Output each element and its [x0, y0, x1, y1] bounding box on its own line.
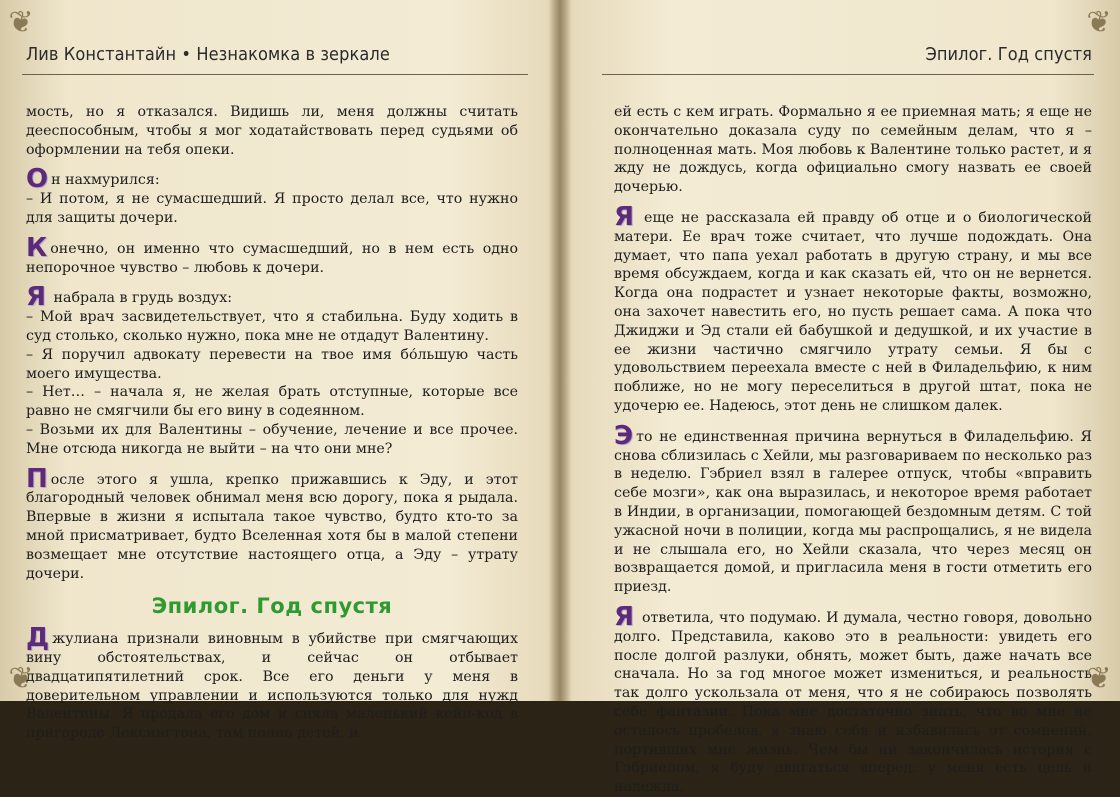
book-spine	[548, 0, 572, 701]
corner-ornament-icon: ❦	[1086, 661, 1112, 696]
left-page-text	[26, 103, 518, 743]
right-page	[572, 0, 1120, 796]
paragraph: – Нет… – начала я, не желая брать отступные, которые все равно не смягчили бы его вину в содеянном.	[26, 384, 518, 420]
paragraph: – Мой врач засвидетельствует, что я стабильна. Буду ходить в суд столько, сколько нужно, пока мне не отдадут Валентину.	[26, 309, 518, 344]
paragraph: – И потом, я не сумасшедший. Я просто делал все, что нужно для защиты дочери.	[26, 191, 518, 226]
drop-cap: К	[26, 232, 48, 263]
running-header-right: Эпилог. Год спустя	[925, 44, 1092, 65]
paragraph: После этого я ушла, крепко прижавшись к Эду, и этот благородный человек обнимал меня всю дорогу, пока я рыдала. Впервые в жизни я испытала такое чувство, будто кто-то за мной присматривает, будто Вселенная хотя бы в малой степени возмещает мне отсутствие настоящего отца, а Эду – утрату дочери.	[26, 463, 518, 582]
header-rule	[602, 74, 1094, 75]
paragraph: – Я поручил адвокату перевести на твое имя бо́льшую часть моего имущества.	[26, 346, 518, 382]
drop-cap: П	[26, 463, 48, 494]
left-page	[0, 0, 548, 742]
paragraph: – Возьми их для Валентины – обучение, лечение и все прочее. Мне отсюда никогда не выйти – на что они мне?	[26, 421, 518, 457]
drop-cap: Я	[26, 282, 47, 313]
paragraph: Я набрала в грудь воздух:	[26, 282, 232, 313]
drop-cap: Э	[614, 420, 634, 451]
paragraph: Я еще не рассказала ей правду об отце и о биологической матери. Ее врач тоже считает, что лучше подождать. Она думает, что папа уехал работать в другую страну, и мы все время обсуждаем, когда и как сказать ей, что он не вернется. Когда она подрастет и узнает некоторые факты, возможно, она захочет навестить его, но пусть решает сама. А пока что Джиджи и Эд стали ей бабушкой и дедушкой, и их участие в ее жизни частично смягчило утрату семьи. Я бы с удовольствием переехала вместе с ней в Филадельфию, к ним поближе, но не могу переселиться в другой штат, пока не удочерю ее. Надеюсь, этот день не слишком далек.	[614, 201, 1092, 414]
corner-ornament-icon: ❦	[8, 661, 34, 696]
header-rule	[22, 74, 528, 75]
drop-cap: Д	[26, 623, 50, 654]
corner-ornament-icon: ❦	[1086, 5, 1112, 40]
paragraph: Это не единственная причина вернуться в Филадельфию. Я снова сблизилась с Хейли, мы разговариваем по несколько раз в неделю. Гэбриел взял в галерее отпуск, чтобы «вправить себе мозги», как она выразилась, и некоторое время работает в Индии, в организации, помогающей бездомным детям. С той ужасной ночи в полиции, когда мы распрощались, я не видела и не слышала его, но Хейли сказала, что через месяц он возвращается домой, и пригласила меня в гости отметить его приезд.	[614, 420, 1092, 596]
paragraph: Он нахмурился:	[26, 164, 160, 195]
paragraph: Джулиана признали виновным в убийстве при смягчающих вину обстоятельствах, и сейчас он отбывает двадцатипятилетний срок. Все его деньги у меня в доверительном управлении и используются только для нужд Валентины. Я продала его дом и сняла маленький кейп-код в пригороде Лексингтона, там полно детей, и	[26, 623, 518, 742]
paragraph: мость, но я отказался. Видишь ли, меня должны считать дееспособным, чтобы я мог ходатайствовать перед судьями об оформлении на тебя опеки.	[26, 104, 518, 158]
drop-cap: О	[26, 164, 49, 195]
drop-cap: Я	[614, 601, 635, 632]
right-page-text	[614, 103, 1092, 797]
corner-ornament-icon: ❦	[8, 5, 34, 40]
running-header-left: Лив Константайн • Незнакомка в зеркале	[26, 44, 390, 65]
chapter-title: Эпилог. Год спустя	[151, 594, 393, 619]
paragraph: ей есть с кем играть. Формально я ее приемная мать; я еще не окончательно доказала суду по семейным делам, что я – полноценная мать. Моя любовь к Валентине только растет, и я жду не дождусь, когда официально смогу назвать ее своей дочерью.	[614, 104, 1092, 196]
drop-cap: Я	[614, 201, 635, 232]
paragraph: Конечно, он именно что сумасшедший, но в нем есть одно непорочное чувство – любовь к дочери.	[26, 232, 518, 276]
paragraph: Я ответила, что подумаю. И думала, честно говоря, довольно долго. Представила, каково это в реальности: увидеть его после долгой разлуки, обнять, может быть, даже начать все сначала. Но за год многое может измениться, и реальность так долго ускользала от меня, что я не собираюсь позволять себе фантазии. Пока мне достаточно знать, что во мне не осталось пробелов, я знаю себя и избавилась от сомнений, портивших мне жизнь. Чем бы ни закончилась история с Гэбриелом, я буду двигаться вперед: у меня есть цель и надежда.	[614, 601, 1092, 796]
